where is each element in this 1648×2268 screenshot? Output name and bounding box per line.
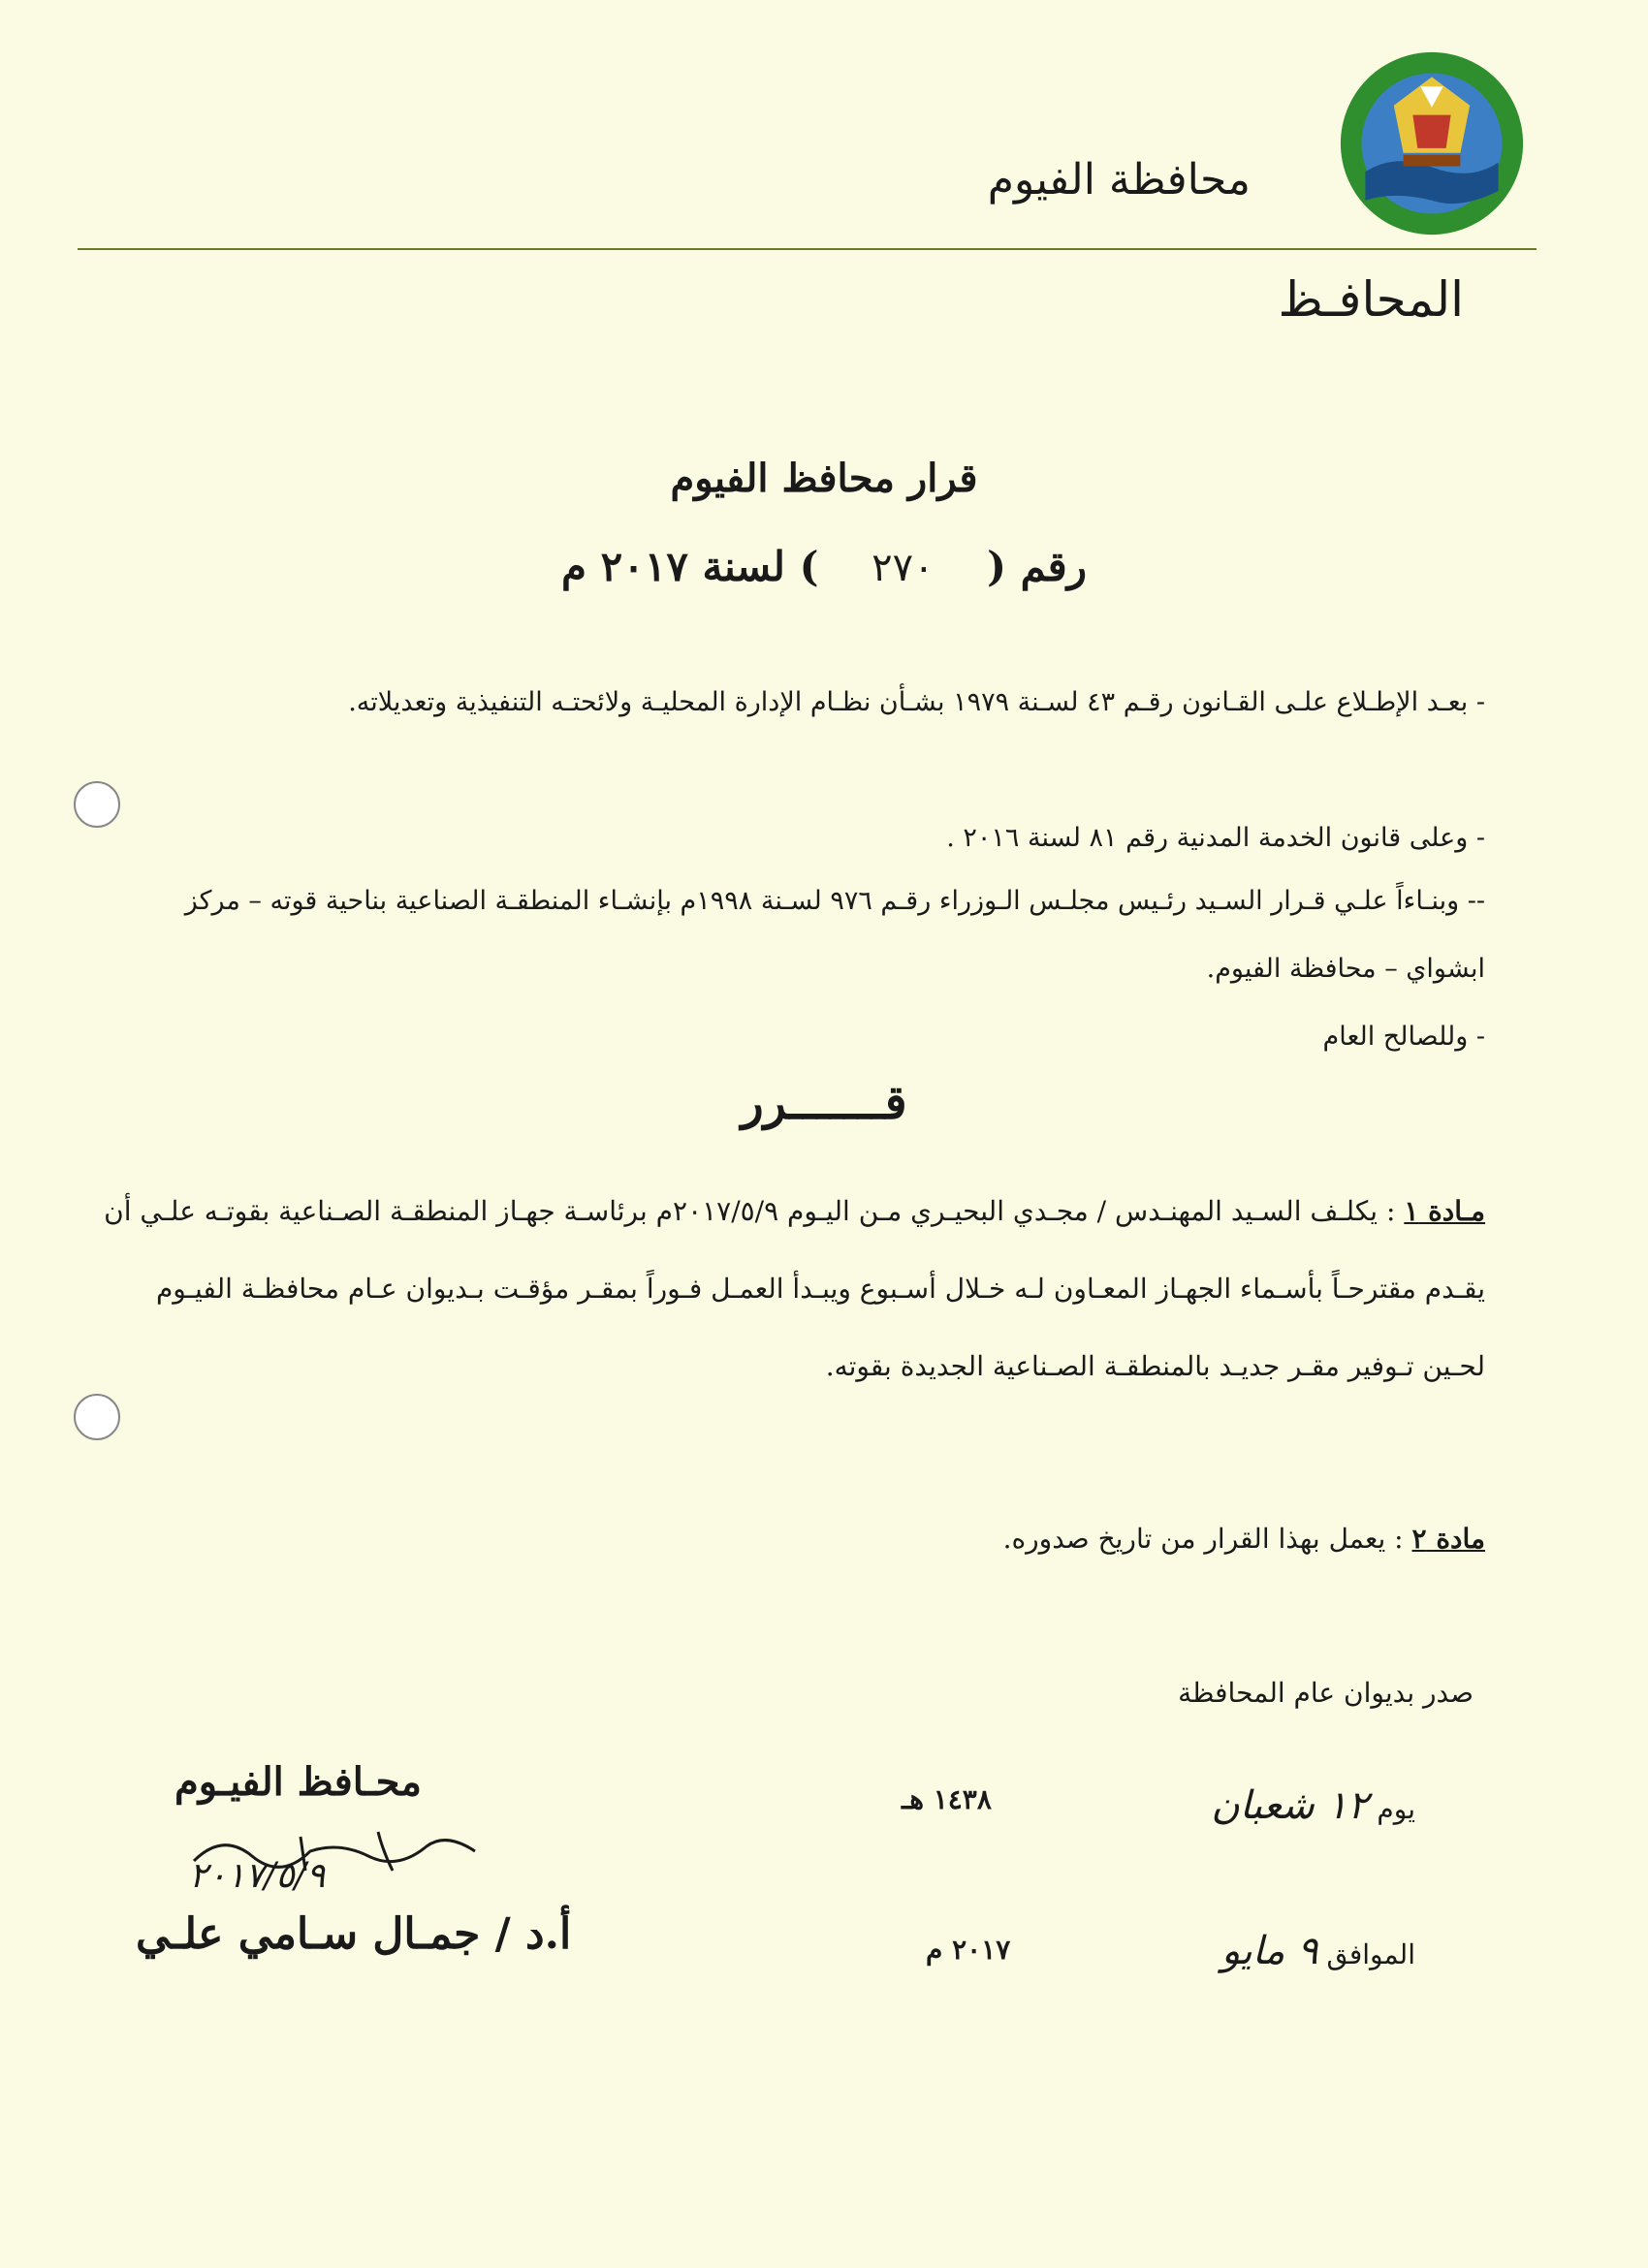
hijri-day-month: ١٢ شعبان (1211, 1783, 1369, 1828)
article-label: مـادة ١ (1404, 1195, 1485, 1227)
preamble-item: - وعلى قانون الخدمة المدنية رقم ٨١ لسنة ٢٠١٦ . (946, 823, 1485, 853)
header-divider (78, 248, 1537, 250)
issued-at: صدر بديوان عام المحافظة (1178, 1677, 1474, 1709)
article-text: : يعمل بهذا القرار من تاريخ صدوره. (1002, 1523, 1404, 1555)
article-label: مادة ٢ (1411, 1523, 1485, 1555)
signatory-title: محـافظ الفيـوم (174, 1759, 422, 1805)
gregorian-day-month: ٩ مايو (1221, 1929, 1318, 1973)
decree-heading: قـــــــرر (741, 1076, 907, 1130)
signature-date: ٢٠١٧/٥/٩ (189, 1856, 326, 1896)
hijri-year: ١٤٣٨ هـ (902, 1783, 992, 1815)
decision-title: قرار محافظ الفيوم (670, 456, 978, 501)
governorate-seal-logo (1337, 48, 1527, 238)
article-1 (99, 1173, 1485, 1405)
decision-number: ٢٧٠ (872, 546, 935, 590)
preamble-item: - وللصالح العام (1322, 1022, 1485, 1052)
signatory-name: أ.د / جمـال سـامي علـي (136, 1909, 572, 1959)
gregorian-date-label: الموافق ٩ مايو (1221, 1929, 1415, 1973)
decision-number-line (0, 543, 1648, 590)
organization-name: محافظة الفيوم (987, 155, 1251, 205)
hijri-day-label: يوم ١٢ شعبان (1211, 1783, 1415, 1828)
preamble-item: -- وبنـاءاً علـي قـرار السـيد رئـيس مجلـس الـوزراء رقـم ٩٧٦ لسـنة ١٩٩٨م بإنشـاء المنطقـة الصناعية بناحية قوته – مركز ابشواي – محافظة الفيوم. (184, 886, 1485, 984)
preamble-item: - بعـد الإطـلاع علـى القـانون رقـم ٤٣ لسـنة ١٩٧٩ بشـأن نظـام الإدارة المحليـة ولائحتـه التنفيذية وتعديلاته. (348, 687, 1485, 717)
number-label: رقم ( (987, 543, 1087, 590)
article-text: : يكلـف السـيد المهنـدس / مجـدي البحيـري مـن اليـوم ٢٠١٧/٥/٩م برئاسـة جهـاز المنطقـة الصـناعية بقوتـه علـي أن يقـدم مقترحـاً بأسـماء الجهـاز المعـاون لـه خـلال أسـبوع ويبـدأ العمـل فـوراً بمقـر مؤقـت بـديوان عـام محافظـة الفيـوم لحـين تـوفير مقـر جديـد بالمنطقـة الصـناعية الجديدة بقوته. (104, 1195, 1485, 1382)
office-title: المحافـظ (1278, 271, 1464, 328)
gregorian-year: ٢٠١٧ م (926, 1934, 1011, 1966)
decision-year: ) لسنة ٢٠١٧ م (561, 543, 819, 590)
article-2 (99, 1500, 1485, 1578)
